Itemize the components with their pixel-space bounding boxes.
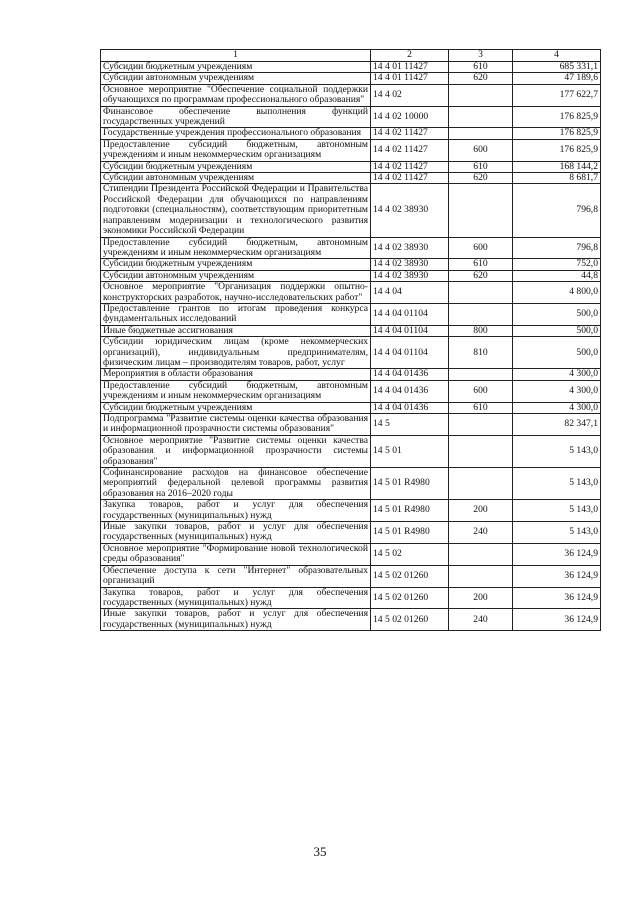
header-col-2: 2 (371, 50, 449, 62)
row-group: 600 (449, 139, 513, 161)
row-amount: 752,0 (513, 259, 601, 270)
row-group (449, 369, 513, 380)
row-group: 620 (449, 173, 513, 184)
table-row (101, 325, 601, 336)
row-group: 610 (449, 161, 513, 172)
table-row (101, 237, 601, 259)
row-code: 14 4 02 11427 (371, 173, 449, 184)
row-amount: 796,8 (513, 237, 601, 259)
table-row (101, 270, 601, 281)
row-amount: 177 622,7 (513, 84, 601, 106)
row-name: Мероприятия в области образования (101, 369, 371, 380)
row-amount: 685 331,1 (513, 62, 601, 73)
row-amount: 36 124,9 (513, 565, 601, 587)
table-header-row (101, 50, 601, 62)
row-amount: 4 300,0 (513, 402, 601, 413)
row-name: Субсидии юридическим лицам (кроме некоммерческих организаций), индивидуальным предпринимателям, физическим лицам – производителям товаров, работ, услуг (101, 337, 371, 369)
row-name: Субсидии бюджетным учреждениям (101, 259, 371, 270)
table-row (101, 173, 601, 184)
row-name: Основное мероприятие "Развитие системы оценки качества образования и информационной прозрачности системы образования" (101, 435, 371, 467)
row-group: 600 (449, 380, 513, 402)
row-group: 810 (449, 337, 513, 369)
row-name: Предоставление субсидий бюджетным, автономным учреждениям и иным некоммерческим организациям (101, 380, 371, 402)
row-group: 240 (449, 522, 513, 544)
row-name: Закупка товаров, работ и услуг для обеспечения государственных (муниципальных) нужд (101, 587, 371, 609)
row-code: 14 4 01 11427 (371, 62, 449, 73)
table-row (101, 259, 601, 270)
table-row (101, 414, 601, 436)
row-amount: 5 143,0 (513, 468, 601, 500)
row-amount: 5 143,0 (513, 500, 601, 522)
row-name: Стипендии Президента Российской Федерации и Правительства Российской Федерации для обучающихся по направлениям подготовки (специальностям), соответствующим приоритетным направлениям модернизации и технологического развития экономики Российской Федерации (101, 184, 371, 237)
row-code: 14 5 02 (371, 543, 449, 565)
row-code: 14 5 02 01260 (371, 587, 449, 609)
row-amount: 8 681,7 (513, 173, 601, 184)
row-name: Иные закупки товаров, работ и услуг для обеспечения государственных (муниципальных) нужд (101, 522, 371, 544)
row-code: 14 5 01 R4980 (371, 522, 449, 544)
row-group (449, 468, 513, 500)
row-group: 200 (449, 500, 513, 522)
row-name: Иные бюджетные ассигнования (101, 325, 371, 336)
row-amount: 500,0 (513, 337, 601, 369)
row-name: Подпрограмма "Развитие системы оценки качества образования и информационной прозрачности системы образования" (101, 414, 371, 436)
table-row (101, 435, 601, 467)
table-row (101, 565, 601, 587)
row-group (449, 565, 513, 587)
row-name: Предоставление субсидий бюджетным, автономным учреждениям и иным некоммерческим организациям (101, 139, 371, 161)
row-code: 14 5 01 (371, 435, 449, 467)
row-amount: 36 124,9 (513, 609, 601, 631)
header-col-3: 3 (449, 50, 513, 62)
row-name: Субсидии бюджетным учреждениям (101, 402, 371, 413)
row-group: 610 (449, 62, 513, 73)
row-code: 14 4 02 10000 (371, 106, 449, 128)
row-amount: 176 825,9 (513, 106, 601, 128)
row-amount: 47 189,6 (513, 73, 601, 84)
table-row (101, 468, 601, 500)
row-amount: 500,0 (513, 325, 601, 336)
row-amount: 500,0 (513, 303, 601, 325)
row-amount: 4 800,0 (513, 282, 601, 304)
row-group (449, 128, 513, 139)
row-group: 800 (449, 325, 513, 336)
row-amount: 4 300,0 (513, 369, 601, 380)
header-col-1: 1 (101, 50, 371, 62)
row-name: Иные закупки товаров, работ и услуг для обеспечения государственных (муниципальных) нужд (101, 609, 371, 631)
row-code: 14 4 02 38930 (371, 237, 449, 259)
row-name: Закупка товаров, работ и услуг для обеспечения государственных (муниципальных) нужд (101, 500, 371, 522)
row-amount: 176 825,9 (513, 139, 601, 161)
row-code: 14 4 02 38930 (371, 259, 449, 270)
row-amount: 168 144,2 (513, 161, 601, 172)
table-row (101, 139, 601, 161)
row-group: 200 (449, 587, 513, 609)
table-row (101, 73, 601, 84)
table-row (101, 184, 601, 237)
row-amount: 5 143,0 (513, 435, 601, 467)
row-name: Субсидии бюджетным учреждениям (101, 161, 371, 172)
row-amount: 36 124,9 (513, 587, 601, 609)
row-code: 14 4 02 38930 (371, 184, 449, 237)
row-name: Финансовое обеспечение выполнения функций государственных учреждений (101, 106, 371, 128)
row-code: 14 4 04 01436 (371, 402, 449, 413)
table-row (101, 128, 601, 139)
row-group (449, 106, 513, 128)
table-row (101, 522, 601, 544)
table-row (101, 282, 601, 304)
table-row (101, 500, 601, 522)
row-group: 600 (449, 237, 513, 259)
row-name: Софинансирование расходов на финансовое обеспечение мероприятий федеральной целевой программы развития образования на 2016–2020 годы (101, 468, 371, 500)
table-row (101, 337, 601, 369)
row-name: Основное мероприятие "Формирование новой технологической среды образования" (101, 543, 371, 565)
table-row (101, 161, 601, 172)
row-code: 14 4 02 38930 (371, 270, 449, 281)
table-row (101, 402, 601, 413)
table-row (101, 84, 601, 106)
row-code: 14 4 02 11427 (371, 139, 449, 161)
row-name: Субсидии автономным учреждениям (101, 270, 371, 281)
row-code: 14 5 (371, 414, 449, 436)
table-row (101, 369, 601, 380)
row-code: 14 4 04 (371, 282, 449, 304)
row-name: Субсидии автономным учреждениям (101, 73, 371, 84)
table-row (101, 380, 601, 402)
row-code: 14 4 01 11427 (371, 73, 449, 84)
header-col-4: 4 (513, 50, 601, 62)
row-group: 620 (449, 270, 513, 281)
row-amount: 796,8 (513, 184, 601, 237)
row-code: 14 4 02 (371, 84, 449, 106)
row-name: Государственные учреждения профессионального образования (101, 128, 371, 139)
row-code: 14 4 04 01436 (371, 369, 449, 380)
row-name: Предоставление грантов по итогам проведения конкурса фундаментальных исследований (101, 303, 371, 325)
row-code: 14 4 04 01104 (371, 325, 449, 336)
row-name: Основное мероприятие "Организация поддержки опытно-конструкторских разработок, научно-исследовательских работ" (101, 282, 371, 304)
row-amount: 4 300,0 (513, 380, 601, 402)
table-row (101, 543, 601, 565)
row-group (449, 414, 513, 436)
row-amount: 176 825,9 (513, 128, 601, 139)
row-amount: 36 124,9 (513, 543, 601, 565)
row-name: Основное мероприятие "Обеспечение социальной поддержки обучающихся по программам профессионального образования" (101, 84, 371, 106)
row-group: 240 (449, 609, 513, 631)
table-row (101, 587, 601, 609)
row-code: 14 4 02 11427 (371, 161, 449, 172)
row-code: 14 4 04 01104 (371, 337, 449, 369)
row-amount: 5 143,0 (513, 522, 601, 544)
budget-table (100, 49, 601, 631)
row-code: 14 4 02 11427 (371, 128, 449, 139)
row-amount: 44,8 (513, 270, 601, 281)
table-row (101, 609, 601, 631)
row-group (449, 303, 513, 325)
row-code: 14 5 01 R4980 (371, 468, 449, 500)
row-code: 14 5 01 R4980 (371, 500, 449, 522)
row-group (449, 84, 513, 106)
table-row (101, 106, 601, 128)
row-code: 14 4 04 01104 (371, 303, 449, 325)
row-name: Обеспечение доступа к сети "Интернет" образовательных организаций (101, 565, 371, 587)
row-amount: 82 347,1 (513, 414, 601, 436)
page-number: 35 (313, 844, 327, 859)
table-row (101, 62, 601, 73)
row-group (449, 184, 513, 237)
row-code: 14 4 04 01436 (371, 380, 449, 402)
row-name: Субсидии бюджетным учреждениям (101, 62, 371, 73)
row-group: 610 (449, 259, 513, 270)
row-name: Предоставление субсидий бюджетным, автономным учреждениям и иным некоммерческим организациям (101, 237, 371, 259)
row-code: 14 5 02 01260 (371, 565, 449, 587)
row-group: 610 (449, 402, 513, 413)
row-group (449, 435, 513, 467)
row-code: 14 5 02 01260 (371, 609, 449, 631)
row-group (449, 282, 513, 304)
row-group (449, 543, 513, 565)
table-row (101, 303, 601, 325)
row-name: Субсидии автономным учреждениям (101, 173, 371, 184)
row-group: 620 (449, 73, 513, 84)
